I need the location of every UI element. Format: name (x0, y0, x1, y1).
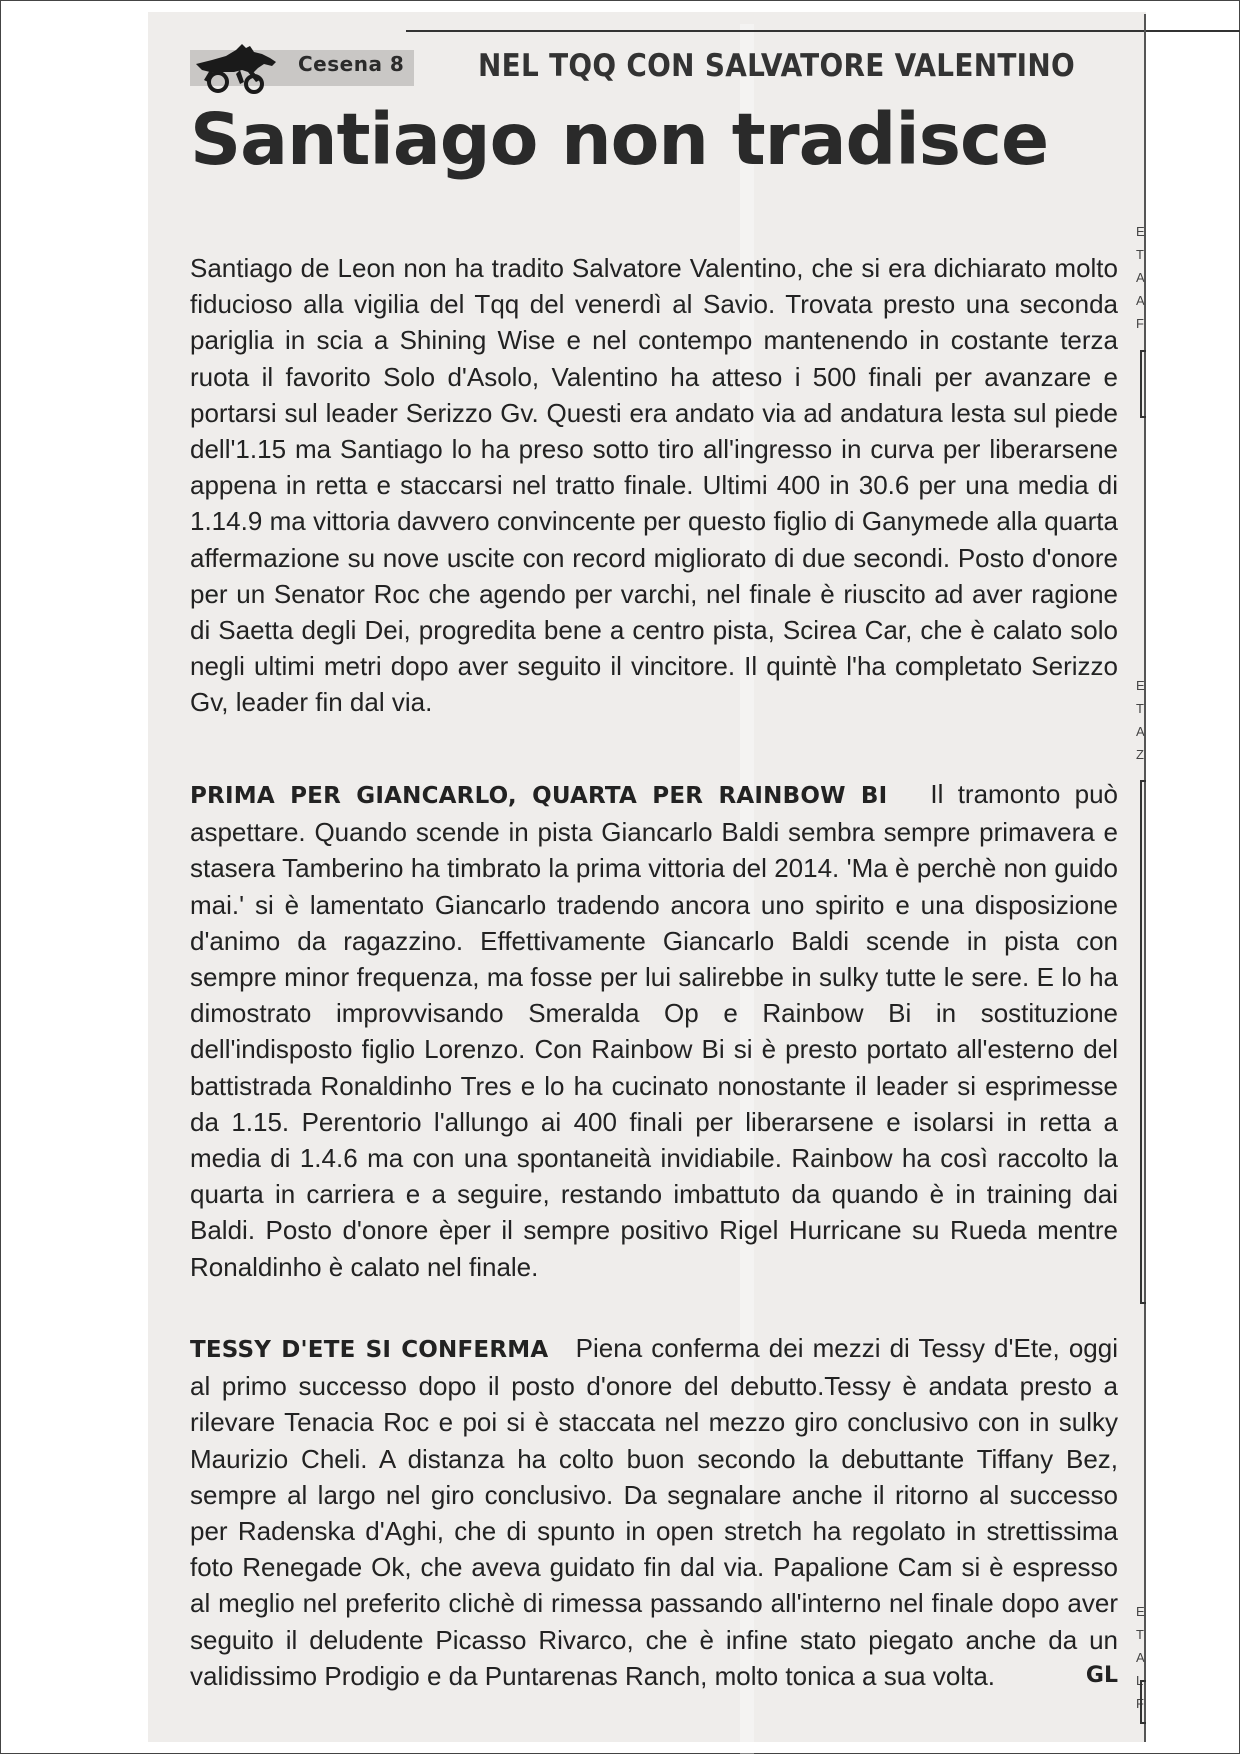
margin-letter: E (1136, 678, 1145, 693)
paragraph-text: Santiago de Leon non ha tradito Salvatore Valentino, che si era dichiarato molto fiducioso alla vigilia del Tqq del venerdì al Savio. Trovata presto una seconda pariglia in scia a Shining Wise e nel contempo mantenendo in costante terza ruota il favorito Solo d'Asolo, Valentino ha atteso i 500 finali per avanzare e portarsi sul leader Serizzo Gv. Questi era andato via ad andatura lesta sul piede dell'1.15 ma Santiago lo ha preso sotto tiro all'ingresso in curva per liberarsene appena in retta e staccarsi nel tratto finale. Ultimi 400 in 30.6 per una media di 1.14.9 ma vittoria davvero convincente per questo figlio di Ganymede alla quarta affermazione su nove uscite con record migliorato di due secondi. Posto d'onore per un Senator Roc che agendo per varchi, nel finale è riuscito ad aver ragione di Saetta degli Dei, progredita bene a centro pista, Scirea Car, che è calato solo negli ultimi metri dopo aver seguito il vincitore. Il quintè l'ha completato Serizzo Gv, leader fin dal via. (190, 253, 1118, 718)
adjacent-column-bracket (1140, 1680, 1146, 1724)
harness-racing-horse-icon (192, 42, 282, 94)
margin-letter: F (1136, 1696, 1144, 1711)
margin-letter: A (1136, 270, 1145, 285)
margin-letter: T (1136, 1627, 1144, 1642)
paragraph-subhead: TESSY D'ETE SI CONFERMA (190, 1337, 549, 1363)
section-label: Cesena 8 (298, 52, 405, 76)
article-kicker: NEL TQQ CON SALVATORE VALENTINO (478, 48, 1075, 84)
margin-letter: T (1136, 701, 1144, 716)
paragraph-subhead: PRIMA PER GIANCARLO, QUARTA PER RAINBOW BI (190, 783, 888, 809)
article-paragraph (190, 250, 1118, 721)
margin-letter: A (1136, 724, 1145, 739)
adjacent-column-fragment (1136, 674, 1148, 766)
margin-letter: T (1136, 247, 1144, 262)
paragraph-text: Il tramonto può aspettare. Quando scende in pista Giancarlo Baldi sembra sempre primavera e stasera Tamberino ha timbrato la prima vittoria del 2014. 'Ma è perchè non guido mai.' si è lamentato Giancarlo tradendo ancora uno spirito e una disposizione d'animo da ragazzino. Effettivamente Giancarlo Baldi scende in pista con sempre minor frequenza, ma fosse per lui salirebbe in sulky tutte le sere. E lo ha dimostrato improvvisando Smeralda Op e Rainbow Bi in sostituzione dell'indisposto figlio Lorenzo. Con Rainbow Bi si è presto portato all'esterno del battistrada Ronaldinho Tres e lo ha cucinato nonostante il leader si esprimesse da 1.15. Perentorio l'allungo ai 400 finali per liberarsene e isolarsi in retta a media di 1.4.6 ma con una spontaneità invidiabile. Rainbow ha così raccolto la quarta in carriera e a seguire, restando imbattuto da quando è in training dai Baldi. Posto d'onore èper il sempre positivo Rigel Hurricane su Rueda mentre Ronaldinho è calato nel finale. (190, 779, 1119, 1282)
margin-letter: A (1136, 1650, 1145, 1665)
paragraph-text: Piena conferma dei mezzi di Tessy d'Ete, oggi al primo successo dopo il posto d'onore del debutto.Tessy è andata presto a rilevare Tenacia Roc e poi si è staccata nel mezzo giro conclusivo con in sulky Maurizio Cheli. A distanza ha colto buon secondo la debuttante Tiffany Bez, sempre al largo nel giro conclusivo. Da segnalare anche il ritorno al successo per Radenska d'Aghi, che di spunto in open stretch ha regolato in strettissima foto Renegade Ok, che aveva guidato fin dal via. Papalione Cam si è espresso al meglio nel preferito clichè di rimessa passando all'interno nel finale dopo aver seguito il deludente Picasso Rivarco, che è infine stato piegato anche da un validissimo Prodigio e da Puntarenas Ranch, molto tonica a sua volta. (190, 1333, 1118, 1691)
author-signature: GL (1085, 1662, 1118, 1688)
adjacent-column-bracket (1140, 350, 1146, 418)
adjacent-column-fragment (1136, 220, 1148, 335)
margin-letter: E (1136, 1604, 1145, 1619)
margin-letter: L (1136, 1673, 1144, 1688)
margin-letter: Z (1136, 747, 1144, 762)
article-paragraph (190, 1330, 1118, 1694)
header-rule (406, 30, 1240, 32)
margin-letter: E (1136, 224, 1145, 239)
sulky-wheel (209, 73, 227, 91)
margin-letter: A (1136, 293, 1145, 308)
newspaper-clipping (148, 12, 1146, 1742)
margin-letter: F (1136, 316, 1144, 331)
article-headline: Santiago non tradisce (190, 98, 1049, 181)
adjacent-column-bracket (1140, 780, 1146, 1304)
article-paragraph (190, 776, 1118, 1285)
